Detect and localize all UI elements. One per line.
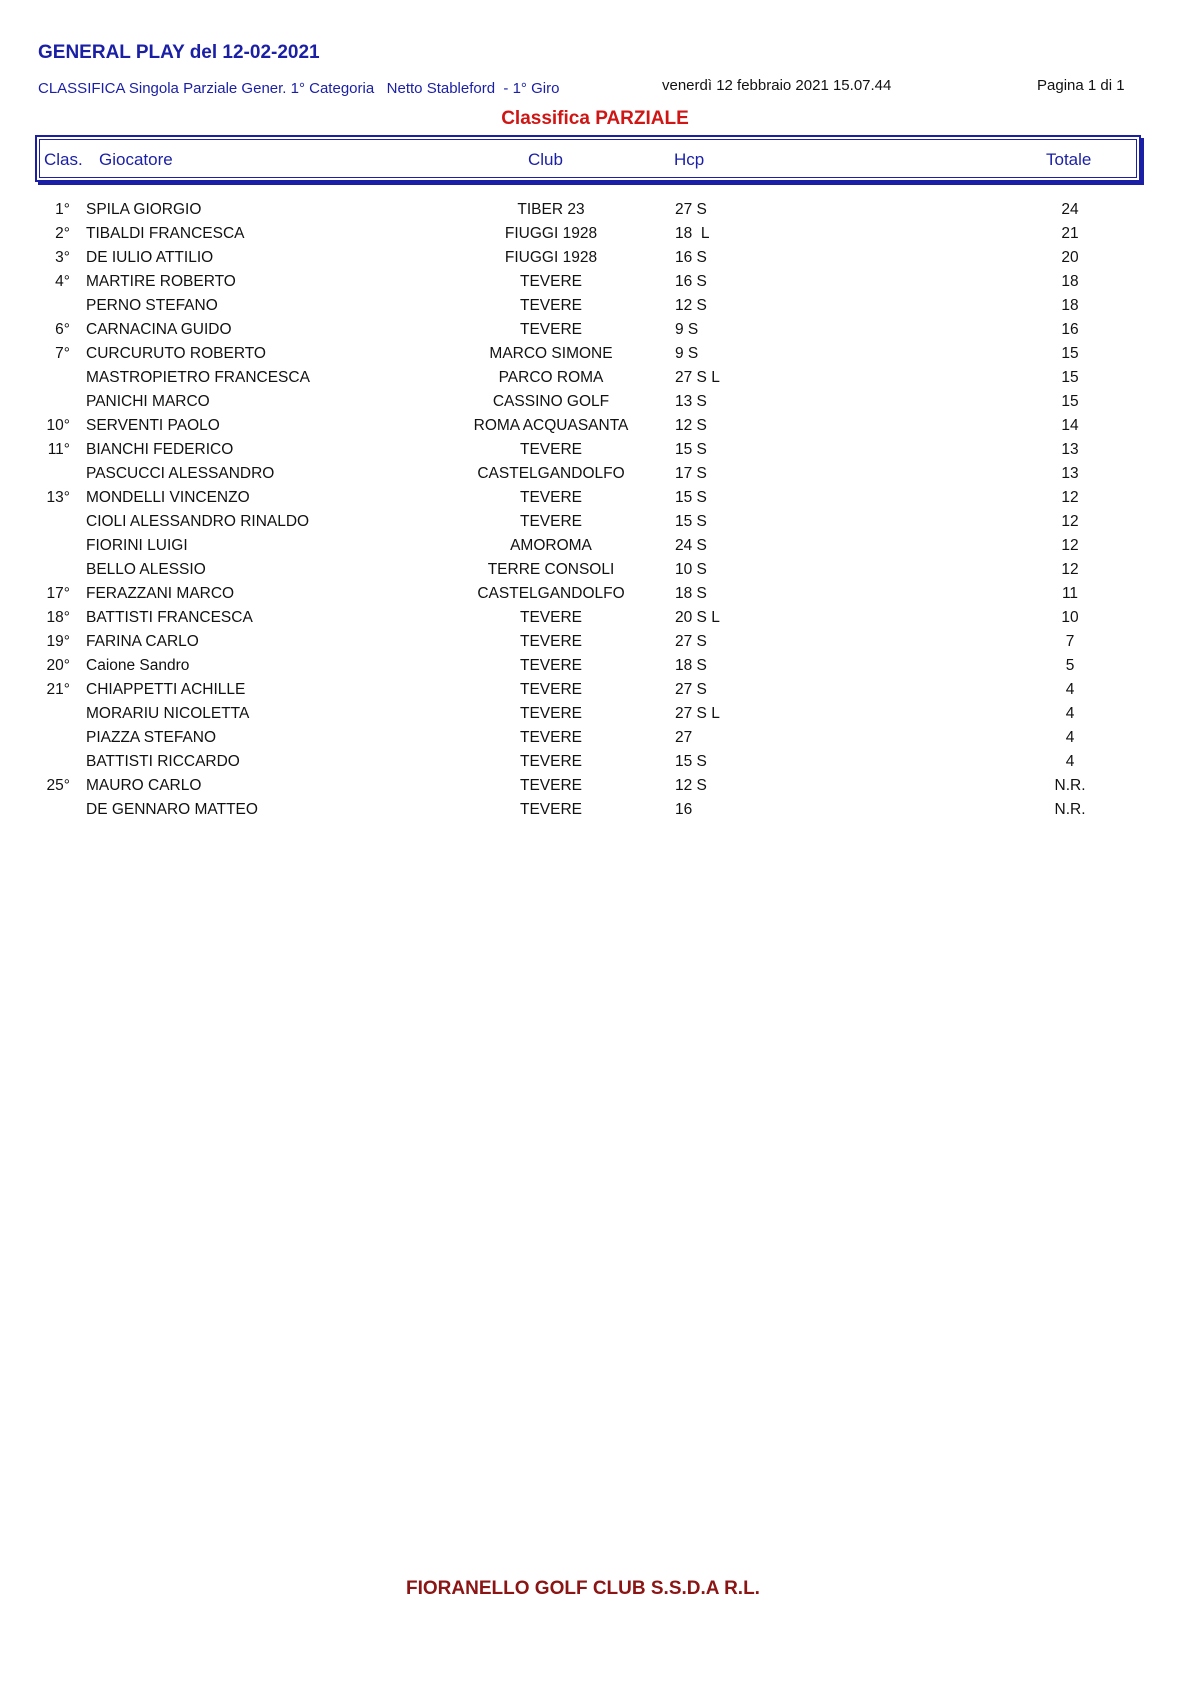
total-cell: 16 bbox=[1061, 321, 1079, 338]
table-row bbox=[0, 270, 1190, 294]
player-name-cell: BELLO ALESSIO bbox=[86, 561, 206, 578]
player-name-cell: MARTIRE ROBERTO bbox=[86, 273, 236, 290]
club-cell: TEVERE bbox=[519, 777, 582, 794]
total-cell: N.R. bbox=[1054, 801, 1086, 818]
handicap-cell: 18 L bbox=[675, 225, 710, 242]
player-name-cell: Caione Sandro bbox=[86, 657, 190, 674]
rank-cell: 4° bbox=[55, 273, 70, 290]
club-cell: PARCO ROMA bbox=[498, 369, 604, 386]
total-cell: 24 bbox=[1061, 201, 1079, 218]
handicap-cell: 16 S bbox=[675, 273, 707, 290]
club-cell: TEVERE bbox=[519, 753, 582, 770]
rank-cell: 21° bbox=[46, 681, 70, 698]
player-name-cell: BATTISTI FRANCESCA bbox=[86, 609, 253, 626]
table-row bbox=[0, 414, 1190, 438]
total-cell: 4 bbox=[1065, 705, 1075, 722]
table-row bbox=[0, 654, 1190, 678]
table-row bbox=[0, 462, 1190, 486]
column-header-hcp: Hcp bbox=[674, 150, 705, 169]
club-cell: ROMA ACQUASANTA bbox=[473, 417, 629, 434]
rank-cell: 10° bbox=[46, 417, 70, 434]
standings-table bbox=[0, 198, 1190, 822]
rank-cell: 17° bbox=[46, 585, 70, 602]
column-header-totale: Totale bbox=[1046, 150, 1092, 169]
handicap-cell: 16 S bbox=[675, 249, 707, 266]
total-cell: 4 bbox=[1065, 753, 1075, 770]
player-name-cell: MORARIU NICOLETTA bbox=[86, 705, 250, 722]
table-row bbox=[0, 774, 1190, 798]
total-cell: 11 bbox=[1061, 585, 1079, 602]
club-cell: MARCO SIMONE bbox=[489, 345, 613, 362]
handicap-cell: 27 S L bbox=[675, 705, 720, 722]
handicap-cell: 17 S bbox=[675, 465, 707, 482]
player-name-cell: BIANCHI FEDERICO bbox=[86, 441, 234, 458]
table-row bbox=[0, 510, 1190, 534]
player-name-cell: DE GENNARO MATTEO bbox=[86, 801, 258, 818]
player-name-cell: CHIAPPETTI ACHILLE bbox=[86, 681, 246, 698]
rank-cell: 7° bbox=[55, 345, 70, 362]
rank-cell: 20° bbox=[46, 657, 70, 674]
total-cell: 10 bbox=[1061, 609, 1079, 626]
player-name-cell: TIBALDI FRANCESCA bbox=[86, 225, 245, 242]
column-header-club: Club bbox=[528, 150, 563, 169]
player-name-cell: PASCUCCI ALESSANDRO bbox=[86, 465, 275, 482]
handicap-cell: 27 S bbox=[675, 201, 707, 218]
player-name-cell: DE IULIO ATTILIO bbox=[86, 249, 214, 266]
handicap-cell: 12 S bbox=[675, 417, 707, 434]
table-row bbox=[0, 630, 1190, 654]
player-name-cell: MASTROPIETRO FRANCESCA bbox=[86, 369, 310, 386]
club-cell: TEVERE bbox=[519, 489, 582, 506]
footer-club-name: FIORANELLO GOLF CLUB S.S.D.A R.L. bbox=[406, 1578, 760, 1599]
club-cell: TEVERE bbox=[519, 273, 582, 290]
player-name-cell: CURCURUTO ROBERTO bbox=[86, 345, 266, 362]
club-cell: FIUGGI 1928 bbox=[504, 225, 598, 242]
player-name-cell: FERAZZANI MARCO bbox=[86, 585, 235, 602]
rank-cell: 19° bbox=[46, 633, 70, 650]
table-row bbox=[0, 606, 1190, 630]
club-cell: TERRE CONSOLI bbox=[487, 561, 615, 578]
total-cell: 4 bbox=[1065, 681, 1075, 698]
total-cell: 15 bbox=[1061, 369, 1079, 386]
total-cell: 15 bbox=[1061, 393, 1079, 410]
player-name-cell: SPILA GIORGIO bbox=[86, 201, 202, 218]
club-cell: TEVERE bbox=[519, 297, 582, 314]
total-cell: 14 bbox=[1061, 417, 1079, 434]
table-row bbox=[0, 294, 1190, 318]
rank-cell: 13° bbox=[46, 489, 70, 506]
club-cell: TEVERE bbox=[519, 801, 582, 818]
player-name-cell: SERVENTI PAOLO bbox=[86, 417, 220, 434]
table-row bbox=[0, 390, 1190, 414]
total-cell: 18 bbox=[1061, 297, 1079, 314]
handicap-cell: 15 S bbox=[675, 441, 707, 458]
handicap-cell: 9 S bbox=[675, 345, 699, 362]
player-name-cell: PANICHI MARCO bbox=[86, 393, 210, 410]
table-row bbox=[0, 558, 1190, 582]
player-name-cell: BATTISTI RICCARDO bbox=[86, 753, 240, 770]
player-name-cell: FARINA CARLO bbox=[86, 633, 199, 650]
rank-cell: 3° bbox=[55, 249, 70, 266]
handicap-cell: 18 S bbox=[675, 657, 707, 674]
table-row bbox=[0, 366, 1190, 390]
page-number: Pagina 1 di 1 bbox=[1037, 77, 1125, 94]
table-row bbox=[0, 798, 1190, 822]
handicap-cell: 18 S bbox=[675, 585, 707, 602]
club-cell: CASTELGANDOLFO bbox=[477, 585, 625, 602]
rank-cell: 18° bbox=[46, 609, 70, 626]
table-row bbox=[0, 702, 1190, 726]
handicap-cell: 12 S bbox=[675, 297, 707, 314]
club-cell: FIUGGI 1928 bbox=[504, 249, 598, 266]
document-subtitle: CLASSIFICA Singola Parziale Gener. 1° Categoria Netto Stableford - 1° Giro bbox=[38, 80, 560, 97]
handicap-cell: 20 S L bbox=[675, 609, 720, 626]
total-cell: 12 bbox=[1061, 561, 1079, 578]
club-cell: TEVERE bbox=[519, 441, 582, 458]
handicap-cell: 9 S bbox=[675, 321, 699, 338]
print-datetime: venerdì 12 febbraio 2021 15.07.44 bbox=[662, 77, 892, 94]
table-row bbox=[0, 726, 1190, 750]
total-cell: 12 bbox=[1061, 513, 1079, 530]
club-cell: TEVERE bbox=[519, 729, 582, 746]
section-title: Classifica PARZIALE bbox=[501, 108, 689, 129]
club-cell: TEVERE bbox=[519, 657, 582, 674]
rank-cell: 1° bbox=[55, 201, 70, 218]
total-cell: 18 bbox=[1061, 273, 1079, 290]
column-header-giocatore: Giocatore bbox=[99, 150, 173, 169]
player-name-cell: CIOLI ALESSANDRO RINALDO bbox=[86, 513, 310, 530]
column-header-clas: Clas. bbox=[44, 150, 83, 169]
player-name-cell: FIORINI LUIGI bbox=[86, 537, 188, 554]
rank-cell: 25° bbox=[46, 777, 70, 794]
handicap-cell: 27 S L bbox=[675, 369, 720, 386]
total-cell: N.R. bbox=[1054, 777, 1086, 794]
table-row bbox=[0, 750, 1190, 774]
table-row bbox=[0, 222, 1190, 246]
handicap-cell: 15 S bbox=[675, 753, 707, 770]
table-header-box bbox=[35, 135, 1141, 182]
document-title: GENERAL PLAY del 12-02-2021 bbox=[38, 42, 320, 63]
handicap-cell: 13 S bbox=[675, 393, 707, 410]
total-cell: 4 bbox=[1065, 729, 1075, 746]
club-cell: TEVERE bbox=[519, 633, 582, 650]
handicap-cell: 15 S bbox=[675, 489, 707, 506]
player-name-cell: MONDELLI VINCENZO bbox=[86, 489, 250, 506]
total-cell: 13 bbox=[1061, 441, 1079, 458]
player-name-cell: PIAZZA STEFANO bbox=[86, 729, 217, 746]
total-cell: 13 bbox=[1061, 465, 1079, 482]
handicap-cell: 27 S bbox=[675, 633, 707, 650]
handicap-cell: 12 S bbox=[675, 777, 707, 794]
handicap-cell: 10 S bbox=[675, 561, 707, 578]
table-row bbox=[0, 486, 1190, 510]
club-cell: CASTELGANDOLFO bbox=[477, 465, 625, 482]
handicap-cell: 16 bbox=[675, 801, 693, 818]
handicap-cell: 27 bbox=[675, 729, 693, 746]
total-cell: 21 bbox=[1061, 225, 1079, 242]
table-row bbox=[0, 438, 1190, 462]
rank-cell: 2° bbox=[55, 225, 70, 242]
table-row bbox=[0, 678, 1190, 702]
total-cell: 5 bbox=[1065, 657, 1075, 674]
club-cell: TEVERE bbox=[519, 681, 582, 698]
table-row bbox=[0, 198, 1190, 222]
handicap-cell: 15 S bbox=[675, 513, 707, 530]
club-cell: TEVERE bbox=[519, 513, 582, 530]
table-row bbox=[0, 342, 1190, 366]
table-row bbox=[0, 582, 1190, 606]
total-cell: 20 bbox=[1061, 249, 1079, 266]
total-cell: 7 bbox=[1065, 633, 1075, 650]
table-row bbox=[0, 318, 1190, 342]
rank-cell: 11° bbox=[47, 441, 70, 458]
club-cell: TEVERE bbox=[519, 705, 582, 722]
club-cell: AMOROMA bbox=[510, 537, 592, 554]
club-cell: TEVERE bbox=[519, 609, 582, 626]
table-row bbox=[0, 534, 1190, 558]
handicap-cell: 27 S bbox=[675, 681, 707, 698]
total-cell: 15 bbox=[1061, 345, 1079, 362]
club-cell: CASSINO GOLF bbox=[492, 393, 610, 410]
club-cell: TEVERE bbox=[519, 321, 582, 338]
rank-cell: 6° bbox=[55, 321, 70, 338]
total-cell: 12 bbox=[1061, 537, 1079, 554]
player-name-cell: CARNACINA GUIDO bbox=[86, 321, 232, 338]
handicap-cell: 24 S bbox=[675, 537, 707, 554]
player-name-cell: MAURO CARLO bbox=[86, 777, 202, 794]
table-row bbox=[0, 246, 1190, 270]
club-cell: TIBER 23 bbox=[517, 201, 585, 218]
player-name-cell: PERNO STEFANO bbox=[86, 297, 218, 314]
total-cell: 12 bbox=[1061, 489, 1079, 506]
